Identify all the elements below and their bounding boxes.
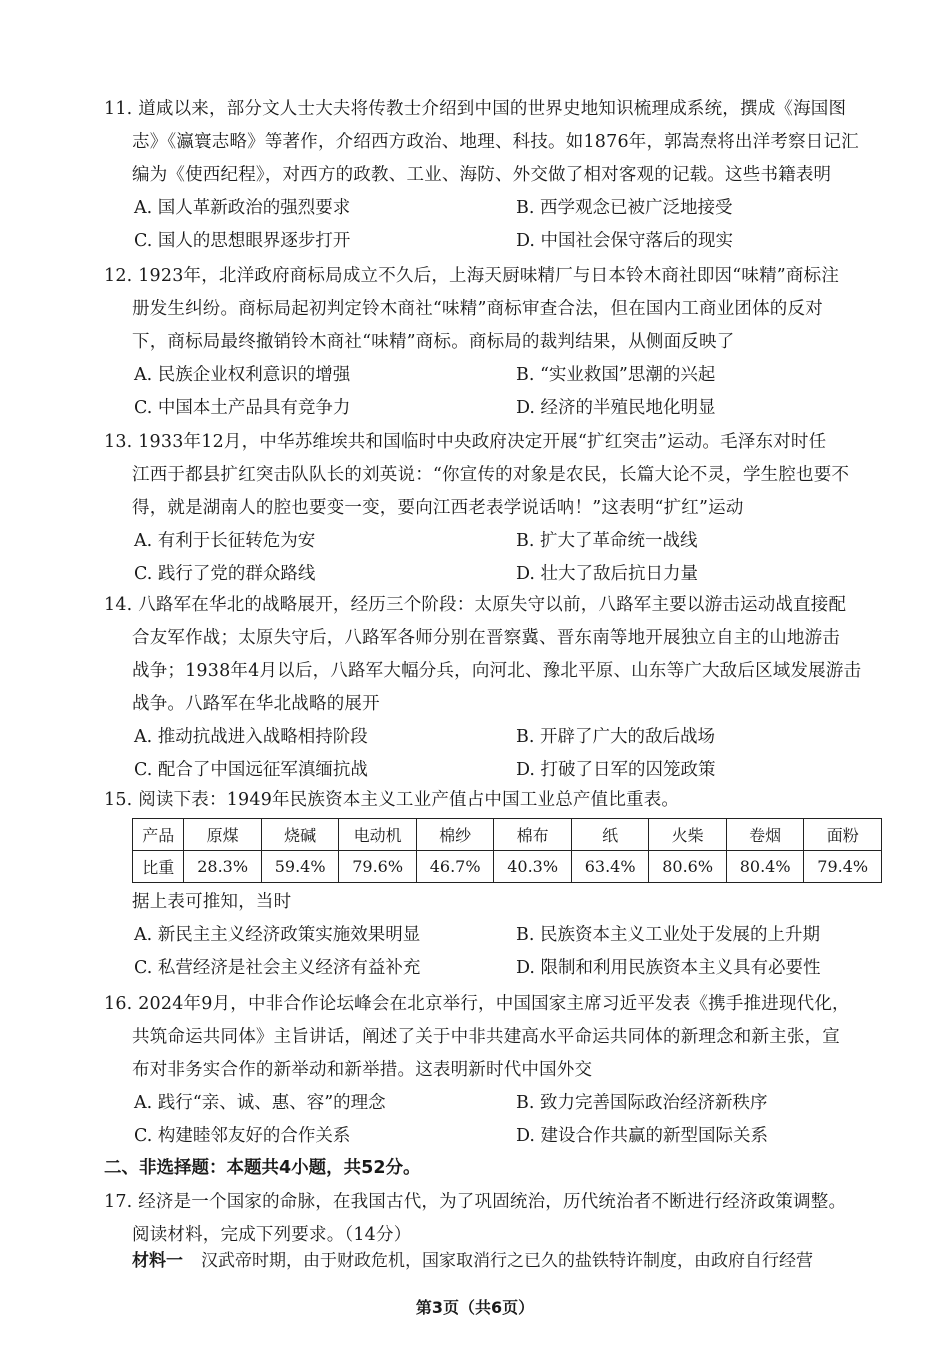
table-header-row — [133, 819, 882, 851]
question-17 — [104, 1186, 889, 1252]
question-line: 志》《瀛寰志略》等著作，介绍西方政治、地理、科技。如1876年，郭嵩焘将出洋考察日记汇 — [132, 132, 859, 152]
question-line: 战争；1938年4月以后，八路军大幅分兵，向河北、豫北平原、山东等广大敌后区域发展游击 — [132, 661, 862, 681]
table-cell: 棉布 — [494, 819, 572, 851]
option-a: A. 新民主主义经济政策实施效果明显 — [134, 925, 421, 945]
question-line: 13. 1933年12月，中华苏维埃共和国临时中央政府决定开展“扩红突击”运动。毛泽东对时任 — [104, 432, 827, 452]
table-cell: 79.6% — [339, 851, 417, 883]
option-b: B. “实业救国”思潮的兴起 — [516, 365, 716, 385]
material-one — [132, 1246, 813, 1276]
option-a: A. 有利于长征转危为安 — [134, 531, 316, 551]
options — [104, 1087, 889, 1153]
option-d: D. 经济的半殖民地化明显 — [516, 398, 716, 418]
table-cell: 40.3% — [494, 851, 572, 883]
table-cell: 79.4% — [804, 851, 882, 883]
options — [104, 192, 889, 258]
table-cell: 63.4% — [571, 851, 649, 883]
option-a: A. 推动抗战进入战略相持阶段 — [134, 727, 368, 747]
option-c: C. 构建睦邻友好的合作关系 — [134, 1126, 351, 1146]
production-table — [132, 818, 882, 883]
question-12 — [104, 260, 889, 425]
question-line: 14. 八路军在华北的战略展开，经历三个阶段：太原失守以前，八路军主要以游击运动战直接配 — [104, 595, 847, 615]
question-line: 17. 经济是一个国家的命脉，在我国古代，为了巩固统治，历代统治者不断进行经济政策调整。 — [104, 1192, 847, 1212]
option-b: B. 扩大了革命统一战线 — [516, 531, 698, 551]
option-d: D. 限制和利用民族资本主义具有必要性 — [516, 958, 821, 978]
question-15-stem — [104, 886, 889, 985]
table-cell: 产品 — [133, 819, 184, 851]
option-c: C. 私营经济是社会主义经济有益补充 — [134, 958, 421, 978]
table-cell: 比重 — [133, 851, 184, 883]
table-cell: 火柴 — [649, 819, 727, 851]
table-cell: 46.7% — [416, 851, 494, 883]
option-b: B. 开辟了广大的敌后战场 — [516, 727, 715, 747]
question-line: 战争。八路军在华北战略的展开 — [132, 694, 380, 714]
material-text: 汉武帝时期，由于财政危机，国家取消行之已久的盐铁特许制度，由政府自行经营 — [201, 1251, 813, 1271]
option-c: C. 中国本土产品具有竞争力 — [134, 398, 351, 418]
material-label: 材料一 — [132, 1251, 183, 1271]
option-c: C. 践行了党的群众路线 — [134, 564, 316, 584]
table-cell: 烧碱 — [261, 819, 339, 851]
option-d: D. 壮大了敌后抗日力量 — [516, 564, 699, 584]
option-b: B. 致力完善国际政治经济新秩序 — [516, 1093, 768, 1113]
section-heading: 二、非选择题：本题共4小题，共52分。 — [104, 1158, 421, 1178]
question-16 — [104, 988, 889, 1153]
question-line: 16. 2024年9月，中非合作论坛峰会在北京举行，中国国家主席习近平发表《携手推进现代化， — [104, 994, 850, 1014]
option-a: A. 民族企业权利意识的增强 — [134, 365, 351, 385]
table-cell: 59.4% — [261, 851, 339, 883]
options — [104, 525, 889, 591]
question-line: 得，就是湖南人的腔也要变一变，要向江西老表学说话呐！”这表明“扩红”运动 — [132, 498, 744, 518]
question-line: 共筑命运共同体》主旨讲话，阐述了关于中非共建高水平命运共同体的新理念和新主张，宣 — [132, 1027, 840, 1047]
option-b: B. 西学观念已被广泛地接受 — [516, 198, 733, 218]
table-cell: 纸 — [571, 819, 649, 851]
question-line: 江西于都县扩红突击队队长的刘英说：“你宣传的对象是农民，长篇大论不灵，学生腔也要不 — [132, 465, 850, 485]
table-cell: 电动机 — [339, 819, 417, 851]
table-cell: 棉纱 — [416, 819, 494, 851]
question-line: 合友军作战；太原失守后，八路军各师分别在晋察冀、晋东南等地开展独立自主的山地游击 — [132, 628, 840, 648]
table-cell: 原煤 — [184, 819, 262, 851]
question-11 — [104, 93, 889, 258]
table-cell: 28.3% — [184, 851, 262, 883]
table-cell: 面粉 — [804, 819, 882, 851]
option-c: C. 配合了中国远征军滇缅抗战 — [134, 760, 368, 780]
question-line: 15. 阅读下表：1949年民族资本主义工业产值占中国工业总产值比重表。 — [104, 790, 680, 810]
question-line: 编为《使西纪程》，对西方的政教、工业、海防、外交做了相对客观的记载。这些书籍表明 — [132, 165, 832, 185]
table-cell: 80.6% — [649, 851, 727, 883]
question-line: 下，商标局最终撤销铃木商社“味精”商标。商标局的裁判结果，从侧面反映了 — [132, 332, 735, 352]
option-a: A. 践行“亲、诚、惠、容”的理念 — [134, 1093, 386, 1113]
question-line: 布对非务实合作的新举动和新举措。这表明新时代中国外交 — [132, 1060, 593, 1080]
option-b: B. 民族资本主义工业处于发展的上升期 — [516, 925, 820, 945]
question-14 — [104, 589, 889, 787]
options — [104, 359, 889, 425]
question-15 — [104, 784, 889, 817]
question-13 — [104, 426, 889, 591]
question-line: 阅读材料，完成下列要求。（14分） — [132, 1225, 412, 1245]
option-c: C. 国人的思想眼界逐步打开 — [134, 231, 351, 251]
question-line: 册发生纠纷。商标局起初判定铃木商社“味精”商标审查合法，但在国内工商业团体的反对 — [132, 299, 823, 319]
option-d: D. 中国社会保守落后的现实 — [516, 231, 734, 251]
option-a: A. 国人革新政治的强烈要求 — [134, 198, 351, 218]
question-line: 11. 道咸以来，部分文人士大夫将传教士介绍到中国的世界史地知识梳理成系统，撰成《海国图 — [104, 99, 847, 119]
table-cell: 卷烟 — [726, 819, 804, 851]
option-d: D. 打破了日军的囚笼政策 — [516, 760, 716, 780]
options — [104, 721, 889, 787]
table-cell: 80.4% — [726, 851, 804, 883]
table-row — [133, 851, 882, 883]
question-line: 据上表可推知，当时 — [132, 892, 292, 912]
page-number: 第3页（共6页） — [415, 1298, 535, 1317]
question-line: 12. 1923年，北洋政府商标局成立不久后，上海天厨味精厂与日本铃木商社即因“味精”商标注 — [104, 266, 840, 286]
options — [104, 919, 889, 985]
option-d: D. 建设合作共赢的新型国际关系 — [516, 1126, 769, 1146]
